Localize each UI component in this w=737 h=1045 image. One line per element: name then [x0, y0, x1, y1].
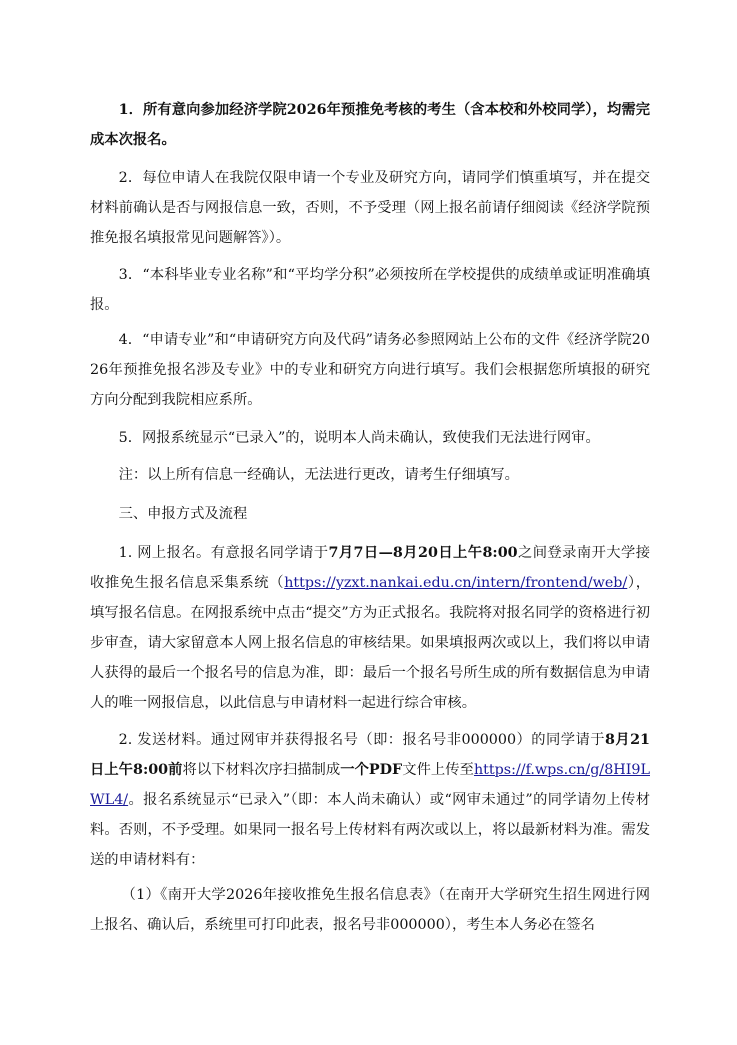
step-1-intro: 1. 网上报名。有意报名同学请于: [118, 545, 329, 561]
step-2-instruction: 将以下材料次序扫描制成: [182, 762, 341, 778]
step-2-deadline: 8月21日上午8:00前: [90, 732, 650, 778]
step-2-upload: 文件上传至: [402, 762, 474, 778]
paragraph-2: 2．每位申请人在我院仅限申请一个专业及研究方向，请同学们慎重填写，并在提交材料前确认是否与网报信息一致，否则，不予受理（网上报名前请仔细阅读《经济学院预推免报名填报常见问题解答》）。: [90, 170, 650, 246]
section-heading: 三、申报方式及流程: [118, 506, 248, 522]
registration-system-link[interactable]: https://yzxt.nankai.edu.cn/intern/frontend/web/: [284, 575, 628, 591]
paragraph-3: 3．“本科毕业专业名称”和“平均学分积”必须按所在学校提供的成绩单或证明准确填报。: [90, 267, 650, 313]
step-2-intro: 2. 发送材料。通过网审并获得报名号（即：报名号非000000）的同学请于: [118, 732, 605, 748]
upload-link[interactable]: https://f.wps.cn/g/8HI9LWL4/: [90, 762, 650, 808]
paragraph-1: 1．所有意向参加经济学院2026年预推免考核的考生（含本校和外校同学），均需完成本次报名。: [90, 102, 650, 148]
step-2-details: 。报名系统显示“已录入”（即：本人尚未确认）或“网审未通过”的同学请勿上传材料。否则，不予受理。如果同一报名号上传材料有两次或以上，将以最新材料为准。需发送的申请材料有：: [90, 792, 650, 868]
step-2-pdf: 一个PDF: [340, 762, 403, 778]
step-1-deadline: 7月7日—8月20日上午8:00: [328, 545, 518, 561]
step-1-details: ），填写报名信息。在网报系统中点击“提交”方为正式报名。我院将对报名同学的资格进行初步审查，请大家留意本人网上报名信息的审核结果。如果填报两次或以上，我们将以申请人获得的最后一个报名号的信息为准，即：最后一个报名号所生成的所有数据信息为申请人的唯一网报信息，以此信息与申请材料一起进行综合审核。: [90, 575, 650, 711]
step-2-paragraph: [90, 725, 650, 875]
paragraph-4: 4．“申请专业”和“申请研究方向及代码”请务必参照网站上公布的文件《经济学院2026年预推免报名涉及专业》中的专业和研究方向进行填写。我们会根据您所填报的研究方向分配到我院相应系所。: [90, 332, 650, 408]
paragraph-5: 5．网报系统显示“已录入”的，说明本人尚未确认，致使我们无法进行网审。: [118, 430, 600, 446]
step-1-system: 之间登录南开大学接收推免生报名信息采集系统（: [90, 545, 651, 591]
note-paragraph: 注：以上所有信息一经确认，无法进行更改，请考生仔细填写。: [118, 467, 519, 483]
item-1-paragraph: （1）《南开大学2026年接收推免生报名信息表》（在南开大学研究生招生网进行网上报名、确认后，系统里可打印此表，报名号非000000），考生本人务必在签名: [90, 887, 650, 933]
step-1-paragraph: [90, 538, 650, 718]
